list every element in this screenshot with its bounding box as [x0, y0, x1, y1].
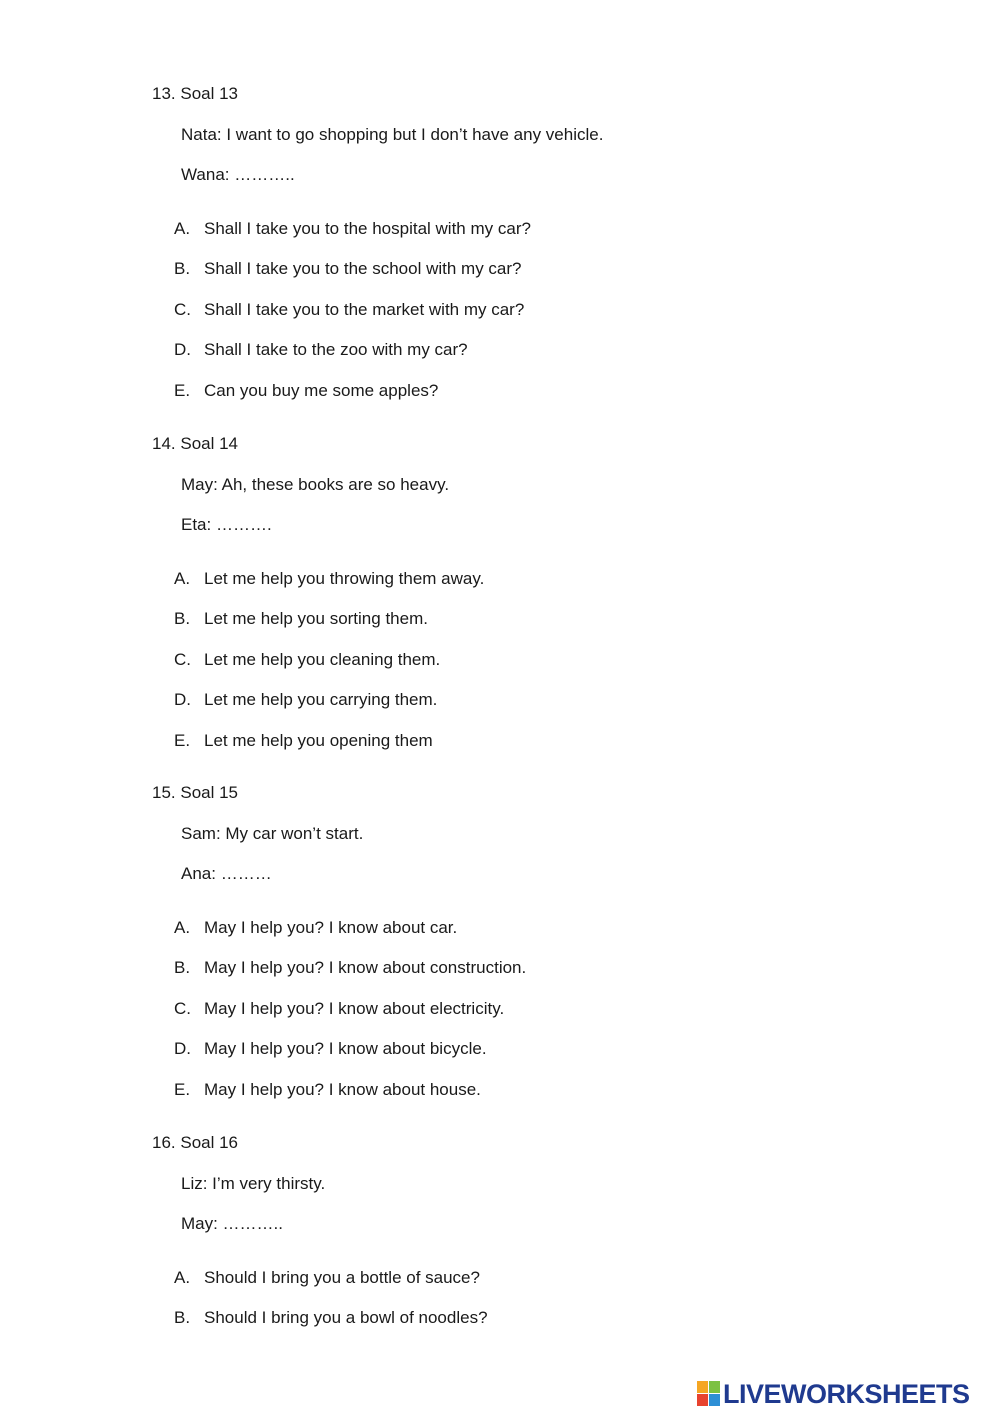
option-text: Shall I take you to the market with my car?: [204, 300, 525, 319]
option-letter: A.: [174, 918, 191, 937]
question-14-heading: 14. Soal 14: [152, 434, 239, 453]
liveworksheets-logo[interactable]: [697, 1379, 970, 1409]
option-text: May I help you? I know about construction.: [204, 958, 527, 977]
question-16-heading: 16. Soal 16: [152, 1133, 239, 1152]
option-letter: A.: [174, 569, 191, 588]
question-15-option-e[interactable]: [174, 1080, 481, 1100]
question-13-option-e[interactable]: [174, 381, 438, 401]
question-13-option-a[interactable]: [174, 219, 531, 239]
option-letter: B.: [174, 609, 191, 628]
question-14-dialogue-2: Eta: ……….: [181, 515, 272, 534]
option-letter: E.: [174, 1080, 191, 1099]
question-14-option-b[interactable]: [174, 609, 428, 629]
question-14-option-a[interactable]: [174, 569, 484, 589]
option-letter: C.: [174, 650, 191, 669]
option-letter: B.: [174, 1308, 191, 1327]
question-16-option-a[interactable]: [174, 1268, 480, 1288]
question-14-dialogue-1: May: Ah, these books are so heavy.: [181, 475, 450, 494]
option-letter: C.: [174, 999, 191, 1018]
question-15-dialogue-1: Sam: My car won’t start.: [181, 824, 364, 843]
liveworksheets-mark-icon: [697, 1381, 721, 1407]
option-text: Shall I take to the zoo with my car?: [204, 340, 468, 359]
option-letter: D.: [174, 690, 191, 709]
question-14-option-e[interactable]: [174, 731, 433, 751]
question-13-heading: 13. Soal 13: [152, 84, 239, 103]
option-text: Let me help you throwing them away.: [204, 569, 485, 588]
option-text: Let me help you carrying them.: [204, 690, 438, 709]
mark-square-red: [697, 1394, 708, 1406]
question-13-dialogue-1: Nata: I want to go shopping but I don’t have any vehicle.: [181, 125, 604, 144]
question-13-option-b[interactable]: [174, 259, 522, 279]
question-14-option-d[interactable]: [174, 690, 437, 710]
question-15-option-a[interactable]: [174, 918, 457, 938]
option-text: May I help you? I know about bicycle.: [204, 1039, 487, 1058]
question-13-option-c[interactable]: [174, 300, 524, 320]
question-15-option-d[interactable]: [174, 1039, 487, 1059]
option-text: Shall I take you to the hospital with my car?: [204, 219, 531, 238]
mark-square-blue: [709, 1394, 720, 1406]
option-text: Should I bring you a bowl of noodles?: [204, 1308, 488, 1327]
question-15-option-b[interactable]: [174, 958, 526, 978]
option-text: May I help you? I know about house.: [204, 1080, 481, 1099]
mark-square-green: [709, 1381, 720, 1393]
option-text: Should I bring you a bottle of sauce?: [204, 1268, 480, 1287]
question-15-dialogue-2: Ana: ………: [181, 864, 272, 883]
mark-square-orange: [697, 1381, 708, 1393]
option-letter: A.: [174, 1268, 191, 1287]
question-16-option-b[interactable]: [174, 1308, 488, 1328]
option-letter: C.: [174, 300, 191, 319]
question-13-dialogue-2: Wana: ………..: [181, 165, 295, 184]
option-letter: A.: [174, 219, 191, 238]
question-14-option-c[interactable]: [174, 650, 440, 670]
logo-wordmark: LIVEWORKSHEETS: [723, 1379, 970, 1409]
option-letter: E.: [174, 381, 191, 400]
option-text: Let me help you opening them: [204, 731, 433, 750]
option-letter: B.: [174, 259, 191, 278]
option-text: Can you buy me some apples?: [204, 381, 439, 400]
question-16-dialogue-2: May: ………..: [181, 1214, 284, 1233]
option-text: Shall I take you to the school with my car?: [204, 259, 522, 278]
question-16-dialogue-1: Liz: I’m very thirsty.: [181, 1174, 326, 1193]
option-letter: B.: [174, 958, 191, 977]
question-13-option-d[interactable]: [174, 340, 468, 360]
option-text: Let me help you sorting them.: [204, 609, 428, 628]
question-15-option-c[interactable]: [174, 999, 504, 1019]
question-15-heading: 15. Soal 15: [152, 783, 239, 802]
option-letter: E.: [174, 731, 191, 750]
option-text: Let me help you cleaning them.: [204, 650, 441, 669]
option-letter: D.: [174, 1039, 191, 1058]
option-letter: D.: [174, 340, 191, 359]
option-text: May I help you? I know about car.: [204, 918, 458, 937]
option-text: May I help you? I know about electricity.: [204, 999, 505, 1018]
